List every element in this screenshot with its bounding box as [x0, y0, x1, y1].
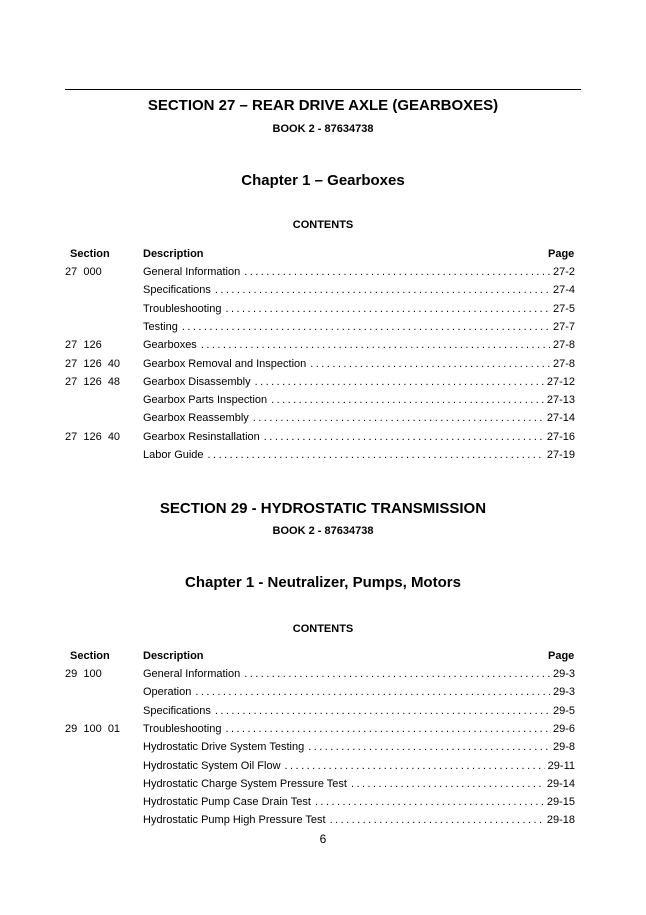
toc-row [65, 410, 575, 426]
toc-row-page: 27-13 [546, 394, 575, 407]
section-27-contents-label: CONTENTS [292, 219, 354, 231]
toc-row-page: 29-3 [552, 686, 575, 699]
toc-row-leader-dots [285, 758, 545, 774]
toc-row-description: Hydrostatic System Oil Flow [143, 759, 281, 772]
toc-row-description: Gearbox Removal and Inspection [143, 357, 307, 370]
toc-row-page: 29-6 [552, 722, 575, 735]
toc-row-page: 27-4 [552, 284, 575, 297]
toc-row [65, 666, 575, 682]
toc-row-leader-dots [271, 392, 544, 408]
toc-row [65, 429, 575, 445]
toc-row-page: 29-5 [552, 704, 575, 717]
toc-row-page: 27-16 [546, 430, 575, 443]
section-29-title: SECTION 29 - HYDROSTATIC TRANSMISSION [159, 500, 487, 517]
toc-row [65, 776, 575, 792]
header-rule [65, 89, 581, 90]
toc-row-page: 27-2 [552, 266, 575, 278]
section-27-book: BOOK 2 - 87634738 [272, 123, 374, 135]
toc-row-page: 29-18 [546, 814, 575, 827]
toc-row-section-code: 29 100 [65, 668, 102, 680]
toc-row-entry [143, 337, 575, 353]
section-29-header-page: Page [548, 650, 575, 662]
toc-row-leader-dots [310, 356, 550, 372]
toc-row-section-code: 29 100 01 [65, 722, 121, 735]
toc-row-description: Gearbox Parts Inspection [143, 394, 268, 407]
toc-row [65, 721, 575, 737]
toc-row-section-code: 27 126 40 [65, 430, 121, 443]
toc-row-entry [143, 429, 575, 445]
toc-row-description: Gearbox Reassembly [143, 412, 249, 425]
toc-row [65, 703, 575, 719]
section-29-header-section: Section [70, 650, 110, 662]
section-27-header-section: Section [70, 248, 110, 260]
toc-row [65, 337, 575, 353]
section-29-book: BOOK 2 - 87634738 [272, 525, 374, 537]
toc-row-entry [143, 319, 575, 335]
toc-row-page: 27-8 [552, 339, 575, 352]
toc-row-leader-dots [208, 447, 544, 463]
toc-row-section-code: 27 126 40 [65, 357, 121, 370]
toc-row-description: Specifications [143, 704, 211, 717]
toc-row-section-code: 27 126 48 [65, 375, 121, 388]
toc-row [65, 374, 575, 390]
toc-row-leader-dots [215, 703, 550, 719]
toc-row-entry [143, 374, 575, 390]
toc-row [65, 758, 575, 774]
toc-row-description: General Information [143, 266, 241, 278]
toc-row-entry [143, 812, 575, 828]
toc-row-entry [143, 666, 575, 682]
toc-row-leader-dots [330, 812, 544, 828]
toc-row-description: General Information [143, 668, 241, 680]
toc-row-page: 27-7 [552, 320, 575, 333]
toc-row-entry [143, 758, 575, 774]
toc-row-entry [143, 356, 575, 372]
toc-row-leader-dots [225, 301, 549, 317]
toc-row-entry [143, 794, 575, 810]
toc-row-entry [143, 392, 575, 408]
toc-row-entry [143, 739, 575, 755]
section-29-contents-label: CONTENTS [292, 623, 354, 635]
toc-row-leader-dots [201, 337, 550, 353]
toc-row-entry [143, 282, 575, 298]
toc-row-page: 27-12 [546, 375, 575, 388]
toc-row-section-code: 27 126 [65, 339, 102, 352]
section-27-title: SECTION 27 – REAR DRIVE AXLE (GEARBOXES) [147, 97, 499, 114]
toc-row-page: 27-8 [552, 357, 575, 370]
toc-row-description: Specifications [143, 284, 211, 297]
toc-row [65, 301, 575, 317]
page-number: 6 [319, 832, 327, 846]
toc-row [65, 812, 575, 828]
section-27-chapter-title: Chapter 1 – Gearboxes [241, 172, 405, 189]
toc-row-entry [143, 301, 575, 317]
toc-row-leader-dots [182, 319, 550, 335]
toc-row-leader-dots [225, 721, 549, 737]
toc-row-leader-dots [315, 794, 544, 810]
toc-row-entry [143, 447, 575, 463]
toc-row-page: 29-15 [546, 796, 575, 809]
toc-row-description: Gearboxes [143, 339, 197, 352]
toc-row-leader-dots [215, 282, 550, 298]
toc-row-description: Hydrostatic Pump High Pressure Test [143, 814, 326, 827]
toc-row-leader-dots [195, 684, 550, 700]
toc-row-page: 27-19 [546, 449, 575, 461]
toc-row-description: Gearbox Resinstallation [143, 430, 260, 443]
toc-row [65, 794, 575, 810]
section-27-header-page: Page [548, 248, 575, 260]
toc-row [65, 392, 575, 408]
toc-row-entry [143, 264, 575, 280]
toc-row-entry [143, 703, 575, 719]
section-29-header-description: Description [143, 650, 204, 662]
toc-row-description: Hydrostatic Pump Case Drain Test [143, 796, 311, 809]
toc-row-entry [143, 776, 575, 792]
toc-row-leader-dots [253, 410, 544, 426]
toc-row [65, 356, 575, 372]
toc-row-section-code: 27 000 [65, 266, 102, 278]
toc-row-entry [143, 684, 575, 700]
toc-row-leader-dots [351, 776, 544, 792]
toc-row-description: Troubleshooting [143, 722, 222, 735]
toc-row-leader-dots [255, 374, 544, 390]
toc-row [65, 684, 575, 700]
toc-row-entry [143, 721, 575, 737]
toc-row-description: Labor Guide [143, 449, 204, 461]
toc-row [65, 264, 575, 280]
toc-row-leader-dots [244, 264, 550, 280]
toc-row-description: Testing [143, 320, 178, 333]
toc-row-description: Hydrostatic Drive System Testing [143, 741, 305, 754]
toc-row-description: Hydrostatic Charge System Pressure Test [143, 777, 347, 790]
toc-row [65, 447, 575, 463]
toc-row-leader-dots [264, 429, 544, 445]
toc-row [65, 282, 575, 298]
toc-row-page: 29-14 [546, 777, 575, 790]
toc-row [65, 739, 575, 755]
toc-row-description: Gearbox Disassembly [143, 375, 251, 388]
toc-row-page: 29-3 [552, 668, 575, 680]
section-29-chapter-title: Chapter 1 - Neutralizer, Pumps, Motors [185, 574, 461, 591]
toc-row-page: 29-11 [547, 759, 575, 772]
toc-row-page: 27-14 [546, 412, 575, 425]
toc-row [65, 319, 575, 335]
section-27-header-description: Description [143, 248, 204, 260]
toc-row-page: 27-5 [552, 302, 575, 315]
toc-row-leader-dots [244, 666, 550, 682]
toc-row-description: Troubleshooting [143, 302, 222, 315]
toc-row-entry [143, 410, 575, 426]
toc-row-description: Operation [143, 686, 192, 699]
toc-row-leader-dots [308, 739, 550, 755]
toc-row-page: 29-8 [552, 741, 575, 754]
